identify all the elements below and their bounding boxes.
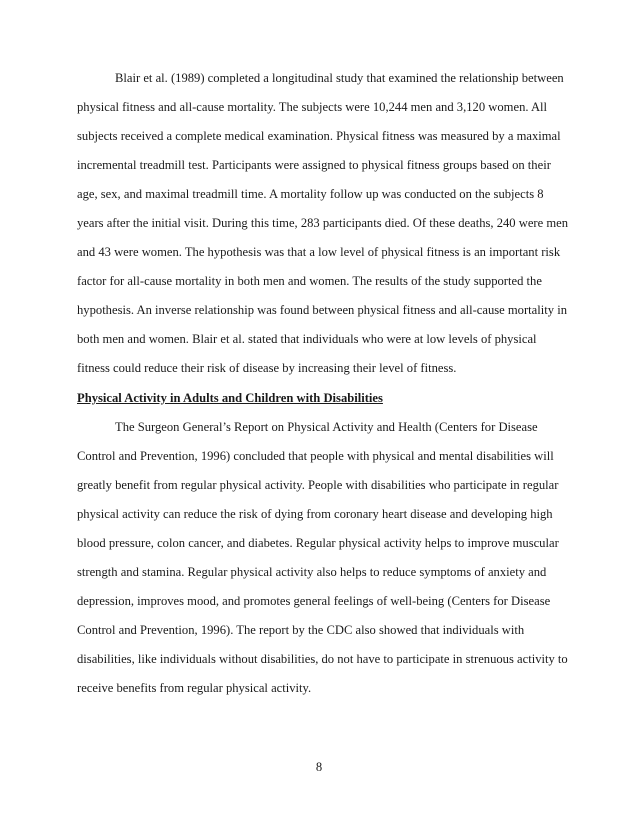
- paragraph-1-line: subjects received a complete medical examination. Physical fitness was measured by a maximal: [77, 129, 561, 144]
- paragraph-1-line: Blair et al. (1989) completed a longitudinal study that examined the relationship between: [115, 71, 564, 85]
- paragraph-2-line: blood pressure, colon cancer, and diabetes. Regular physical activity helps to improve muscular: [77, 535, 559, 550]
- paragraph-1-line: and 43 were women. The hypothesis was that a low level of physical fitness is an important risk: [77, 245, 561, 260]
- paragraph-2-line: strength and stamina. Regular physical activity also helps to reduce symptoms of anxiety and: [77, 564, 547, 579]
- paragraph-2-line: Control and Prevention, 1996) concluded that people with physical and mental disabilities will: [77, 448, 554, 463]
- paragraph-2-line: depression, improves mood, and promotes general feelings of well-being (Centers for Disease: [77, 593, 551, 608]
- section-heading: Physical Activity in Adults and Children with Disabilities: [77, 390, 383, 405]
- page-number: 8: [315, 760, 323, 774]
- paragraph-1-line: physical fitness and all-cause mortality. The subjects were 10,244 men and 3,120 women. All: [77, 100, 548, 115]
- paragraph-1-line: both men and women. Blair et al. stated that individuals who were at low levels of physical: [77, 332, 537, 347]
- paragraph-1-line: years after the initial visit. During this time, 283 participants died. Of these deaths, 240 were men: [77, 216, 569, 231]
- paragraph-2-line: physical activity can reduce the risk of dying from coronary heart disease and developing high: [77, 506, 553, 521]
- paragraph-1-line: factor for all-cause mortality in both men and women. The results of the study supported the: [77, 274, 542, 289]
- paragraph-2-line: disabilities, like individuals without disabilities, do not have to participate in strenuous activity to: [77, 651, 568, 666]
- paragraph-2-line: Control and Prevention, 1996). The report by the CDC also showed that individuals with: [77, 622, 525, 637]
- paragraph-2-line: receive benefits from regular physical activity.: [77, 681, 312, 695]
- paragraph-1-line: age, sex, and maximal treadmill time. A mortality follow up was conducted on the subjects 8: [77, 187, 544, 202]
- paragraph-2-line: The Surgeon General’s Report on Physical Activity and Health (Centers for Disease: [115, 419, 538, 434]
- paragraph-1-line: incremental treadmill test. Participants were assigned to physical fitness groups based on their: [77, 158, 551, 173]
- paragraph-1-line: hypothesis. An inverse relationship was found between physical fitness and all-cause mortality in: [77, 303, 567, 318]
- paragraph-1-line: fitness could reduce their risk of disease by increasing their level of fitness.: [77, 361, 457, 376]
- paragraph-2-line: greatly benefit from regular physical activity. People with disabilities who participate in regular: [77, 477, 559, 492]
